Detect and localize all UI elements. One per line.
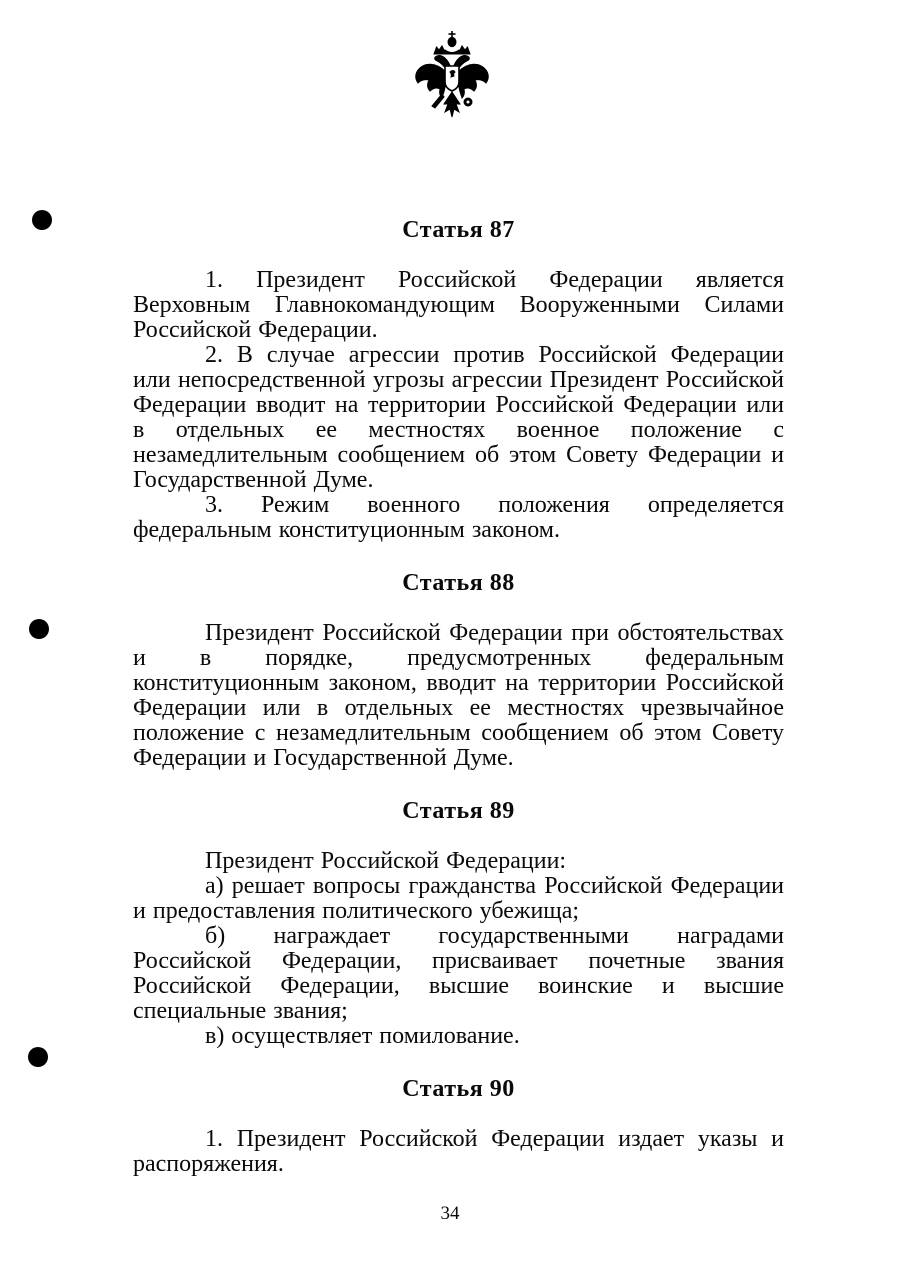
article-title: Статья 87 — [402, 217, 515, 243]
text-column — [133, 218, 784, 1177]
page-number: 34 — [440, 1203, 460, 1224]
article-88 — [133, 571, 784, 771]
hole-punch-dot — [29, 619, 49, 639]
hole-punch-dot — [32, 210, 52, 230]
article-paragraph: 1. Президент Российской Федерации издает указы и распоряжения. — [133, 1126, 784, 1177]
hole-punch-dot — [28, 1047, 48, 1067]
article-89 — [133, 799, 784, 1049]
article-title: Статья 89 — [402, 798, 515, 824]
article-paragraph: Президент Российской Федерации при обстоятельствах и в порядке, предусмотренных федеральным конституционным законом, вводит на территории Российской Федерации или в отдельных ее местностях чрезвычайное положение с незамедлительным сообщением об этом Совету Федерации и Государственной Думе. — [133, 620, 784, 771]
article-list-item: б) награждает государственными наградами Российской Федерации, присваивает почетные звания Российской Федерации, высшие воинские и высшие специальные звания; — [133, 923, 784, 1024]
article-title: Статья 88 — [402, 570, 515, 596]
article-90 — [133, 1077, 784, 1177]
russian-coat-of-arms-icon — [412, 30, 492, 118]
article-list-item: в) осуществляет помилование. — [205, 1023, 520, 1049]
article-paragraph: Президент Российской Федерации: — [205, 848, 567, 874]
article-paragraph: 2. В случае агрессии против Российской Федерации или непосредственной угрозы агрессии Президент Российской Федерации вводит на территории Российской Федерации или в отдельных ее местностях военное положение с незамедлительным сообщением об этом Совету Федерации и Государственной Думе. — [133, 342, 784, 493]
article-paragraph: 3. Режим военного положения определяется федеральным конституционным законом. — [133, 492, 784, 543]
article-87 — [133, 218, 784, 543]
article-paragraph: 1. Президент Российской Федерации является Верховным Главнокомандующим Вооруженными Силами Российской Федерации. — [133, 267, 784, 343]
article-list-item: а) решает вопросы гражданства Российской Федерации и предоставления политического убежища; — [133, 873, 784, 924]
article-title: Статья 90 — [402, 1076, 515, 1102]
